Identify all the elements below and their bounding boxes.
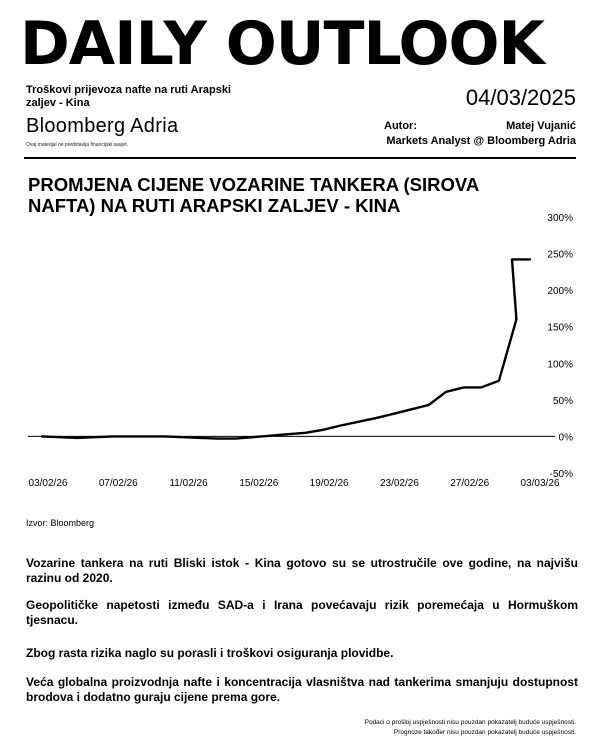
x-tick-label: 03/03/26 [520, 478, 560, 489]
brand-logo: Bloomberg Adria [26, 115, 179, 137]
y-tick-label: -50% [549, 469, 573, 480]
y-tick-label: 200% [547, 286, 573, 298]
source-note: Izvor: Bloomberg [26, 518, 95, 528]
author-role: Markets Analyst @ Bloomberg Adria [386, 135, 576, 147]
masthead: DAILY OUTLOOK [20, 9, 545, 79]
author-name: Matej Vujanić [506, 120, 576, 132]
x-tick-label: 07/02/26 [98, 478, 138, 489]
y-tick-label: 250% [547, 249, 573, 261]
paragraph-2: Geopolitičke napetosti između SAD-a i Irana povećavaju rizik poremećaja u Hormuškom tjesnacu. [26, 598, 578, 627]
top-divider [24, 157, 576, 159]
y-tick-label: 100% [547, 359, 573, 371]
y-tick-label: 0% [558, 432, 573, 444]
disclaimer-text: Ovaj materijal ne predstavlja financijski savjet. [26, 142, 128, 148]
paragraph-3: Zbog rasta rizika naglo su porasli i troškovi osiguranja plovidbe. [26, 646, 394, 660]
chart-title: PROMJENA CIJENE VOZARINE TANKERA (SIROVA NAFTA) NA RUTI ARAPSKI ZALJEV - KINA [28, 174, 479, 216]
y-tick-label: 300% [547, 213, 573, 224]
x-tick-label: 27/02/26 [450, 478, 490, 489]
x-tick-label: 03/02/26 [28, 478, 68, 489]
paragraph-4: Veća globalna proizvodnja nafte i koncentracija vlasništva nad tankerima smanjuju dostupnost brodova i dodatno guraju cijene prema gore. [26, 675, 578, 704]
paragraph-1: Vozarine tankera na ruti Bliski istok - Kina gotovo su se utrostručile ove godine, na najvišu razinu od 2020. [26, 556, 578, 585]
x-tick-label: 19/02/26 [309, 478, 349, 489]
series-line [42, 259, 530, 438]
report-subtitle: Troškovi prijevoza nafte na ruti Arapski zaljev - Kina [26, 84, 231, 109]
y-tick-label: 50% [552, 395, 573, 407]
report-date: 04/03/2025 [465, 85, 576, 110]
x-tick-label: 15/02/26 [239, 478, 279, 489]
author-label: Autor: [384, 120, 417, 132]
footnote-1: Podaci o prošloj uspješnosti nisu pouzdan pokazatelj buduće uspješnosti. [364, 719, 576, 726]
x-tick-label: 11/02/26 [169, 478, 208, 489]
x-tick-label: 23/02/26 [379, 478, 419, 489]
y-tick-label: 150% [547, 322, 573, 334]
footnote-2: Prognoze također nisu pouzdan pokazatelj buduće uspješnosti. [393, 729, 576, 736]
